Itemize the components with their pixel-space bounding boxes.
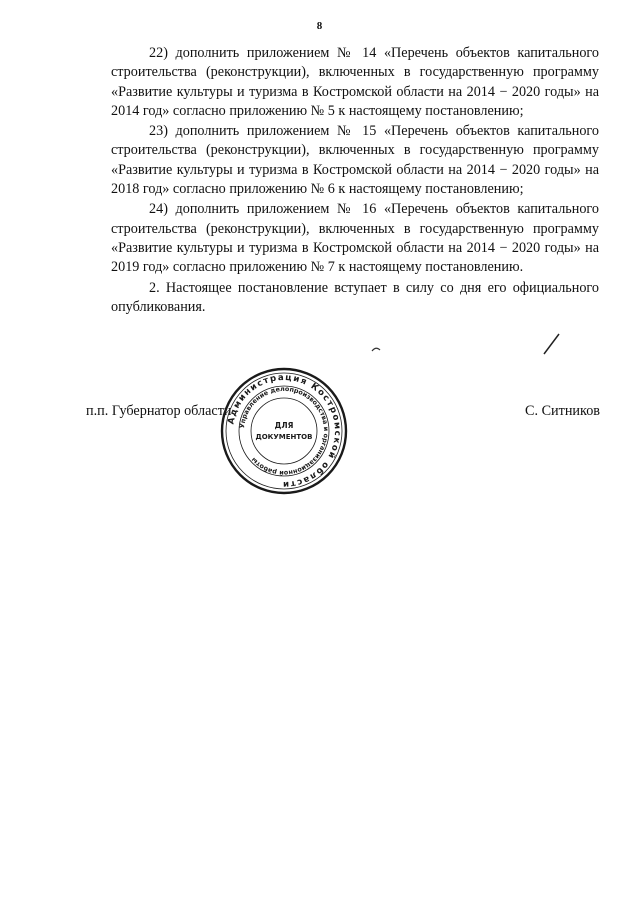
pen-mark-dot	[370, 345, 384, 355]
svg-text:Управление делопроизводства и	[238, 385, 330, 477]
paragraph-item-23: 23) дополнить приложением № 15 «Перечень объектов капитального строительства (реконструкции), включенных в государственную программу «Развитие культуры и туризма в Костромской области на 2014 − 2020 годы» на 2018 год» согласно приложению № 6 к настоящему постановлению;	[111, 123, 599, 198]
document-body	[111, 44, 599, 318]
paragraph-effective-date: 2. Настоящее постановление вступает в силу со дня его официального опубликования.	[111, 279, 599, 315]
paragraph-item-22: 22) дополнить приложением № 14 «Перечень объектов капитального строительства (реконструкции), включенных в государственную программу «Развитие культуры и туризма в Костромской области на 2014 − 2020 годы» на 2014 год» согласно приложению № 5 к настоящему постановлению;	[111, 45, 599, 119]
pen-mark-slash	[540, 332, 562, 356]
paragraph-item-24: 24) дополнить приложением № 16 «Перечень объектов капитального строительства (реконструкции), включенных в государственную программу «Развитие культуры и туризма в Костромской области на 2014 − 2020 годы» на 2019 год» согласно приложению № 7 к настоящему постановлению.	[111, 201, 599, 276]
seal-center-line-1: ДЛЯ	[274, 421, 294, 430]
signatory-name: С. Ситников	[525, 403, 600, 419]
seal-inner-text: Управление делопроизводства и организационной работы	[238, 384, 331, 478]
official-seal-icon	[219, 366, 349, 496]
page-number: 8	[316, 20, 323, 32]
seal-center-line-2: ДОКУМЕНТОВ	[255, 433, 313, 441]
seal-outer-text: Администрация Костромской области	[226, 372, 343, 490]
signatory-title: п.п. Губернатор области	[86, 403, 232, 419]
